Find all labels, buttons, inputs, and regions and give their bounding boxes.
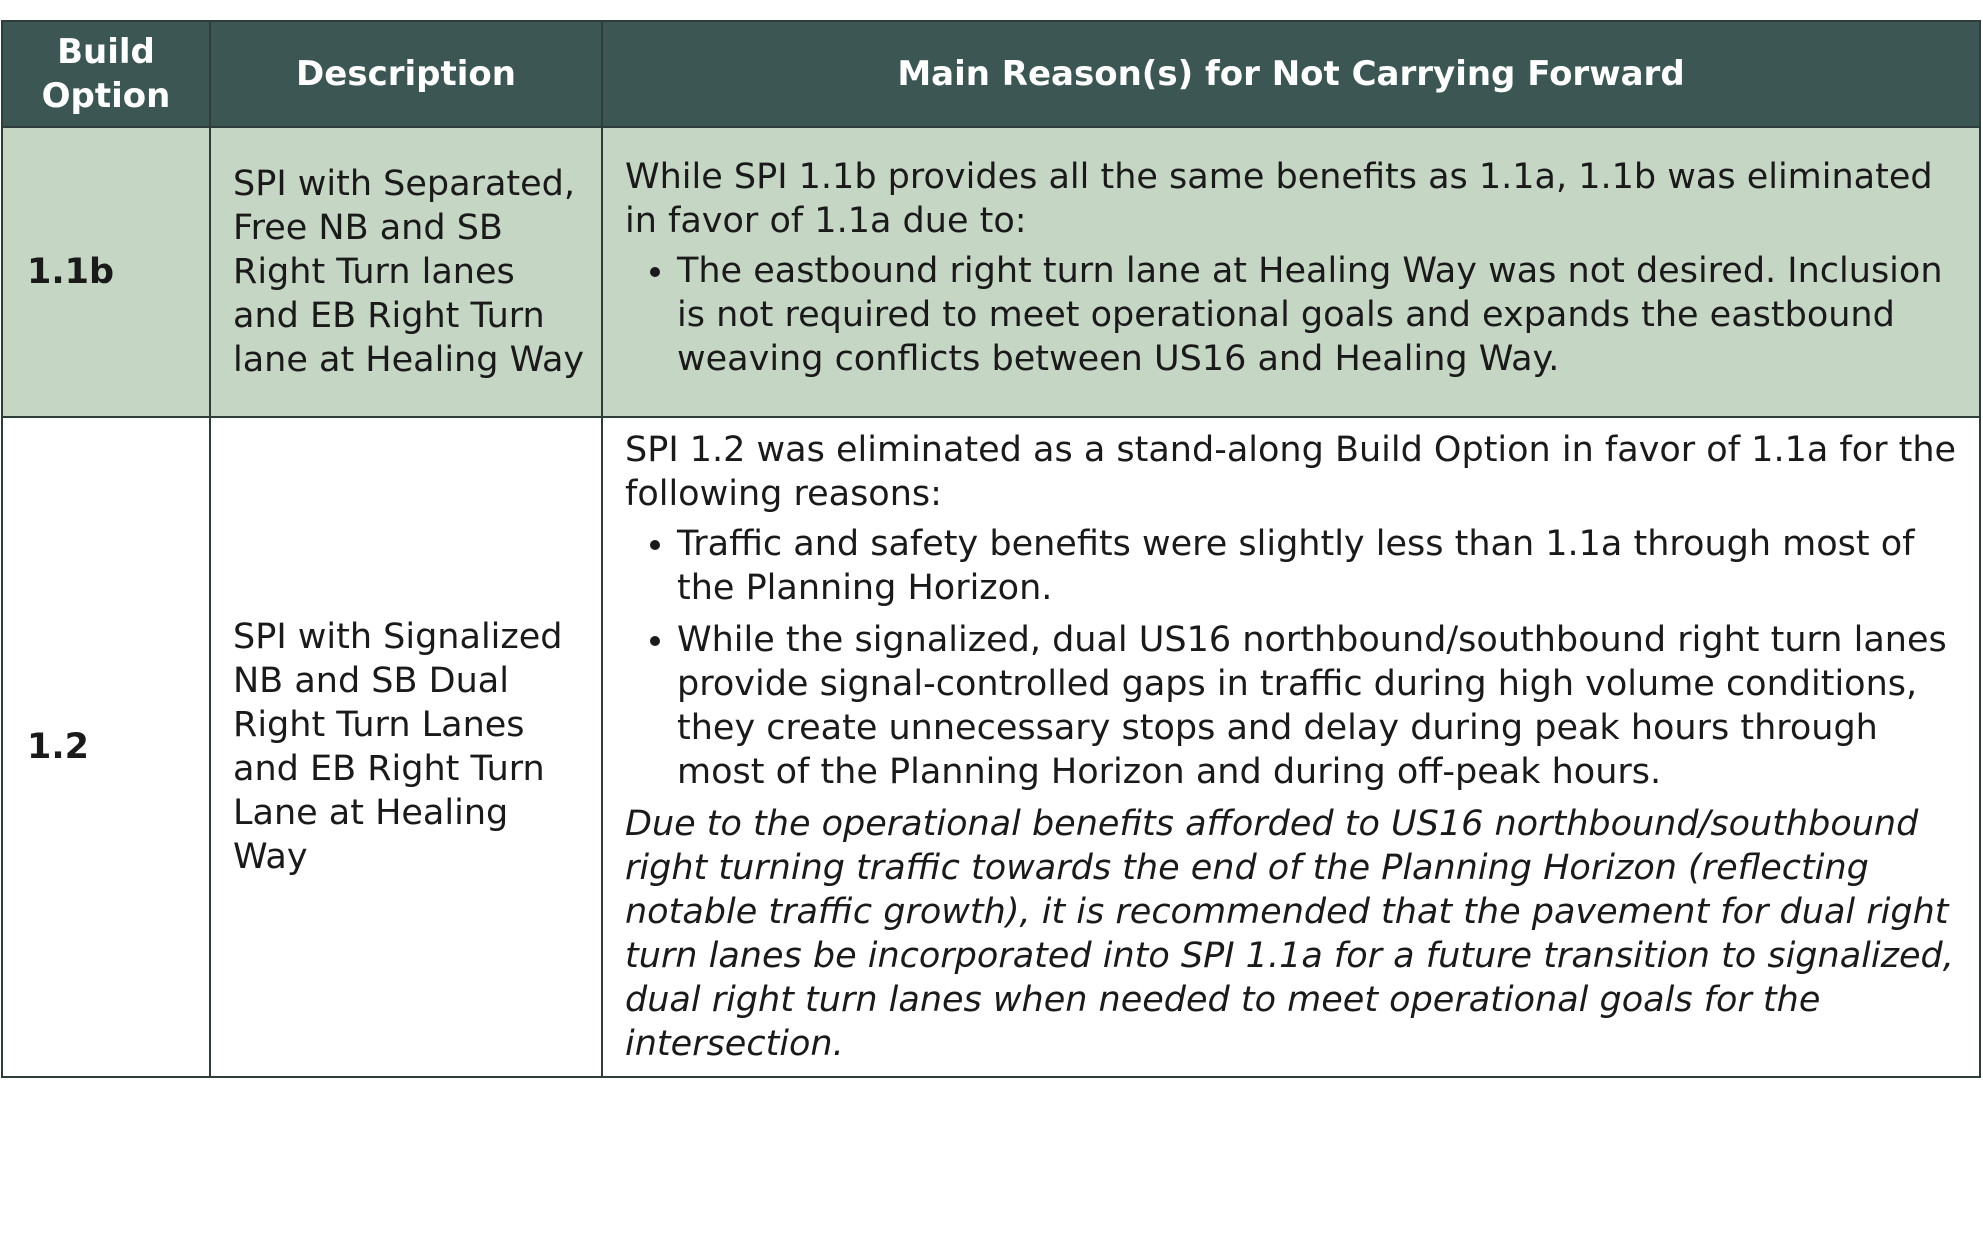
header-description: Description <box>210 21 602 127</box>
description-cell: SPI with Separated, Free NB and SB Right Turn lanes and EB Right Turn lane at Healing Way <box>210 127 602 417</box>
reason-intro: While SPI 1.1b provides all the same benefits as 1.1a, 1.1b was eliminated in favor of 1.1a due to: <box>625 157 1933 241</box>
list-item: • Traffic and safety benefits were slightly less than 1.1a through most of the Planning Horizon. <box>677 522 1967 610</box>
header-main-reasons: Main Reason(s) for Not Carrying Forward <box>602 21 1980 127</box>
table-row <box>2 417 1980 1077</box>
reason-list <box>625 249 1967 381</box>
reason-list <box>625 522 1967 794</box>
reason-intro: SPI 1.2 was eliminated as a stand-along Build Option in favor of 1.1a for the following reasons: <box>625 430 1957 514</box>
list-item: • The eastbound right turn lane at Healing Way was not desired. Inclusion is not required to meet operational goals and expands the eastbound weaving conflicts between US16 and Healing Way. <box>677 249 1967 381</box>
reason-cell <box>602 417 1980 1077</box>
build-option-cell: 1.2 <box>2 417 210 1077</box>
list-item: • While the signalized, dual US16 northbound/southbound right turn lanes provide signal-controlled gaps in traffic during high volume conditions, they create unnecessary stops and delay during peak hours through most of the Planning Horizon and during off-peak hours. <box>677 618 1967 794</box>
recommendation-note: Due to the operational benefits afforded to US16 northbound/southbound right turning traffic towards the end of the Planning Horizon (reflecting notable traffic growth), it is recommended that the pavement for dual right turn lanes be incorporated into SPI 1.1a for a future transition to signalized, dual right turn lanes when needed to meet operational goals for the intersection. <box>625 804 1954 1064</box>
header-build-option: Build Option <box>2 21 210 127</box>
build-option-cell: 1.1b <box>2 127 210 417</box>
table-row <box>2 127 1980 417</box>
description-cell: SPI with Signalized NB and SB Dual Right Turn Lanes and EB Right Turn Lane at Healing Way <box>210 417 602 1077</box>
reason-cell <box>602 127 1980 417</box>
table-header-row <box>2 21 1980 127</box>
build-options-table <box>1 20 1981 1078</box>
